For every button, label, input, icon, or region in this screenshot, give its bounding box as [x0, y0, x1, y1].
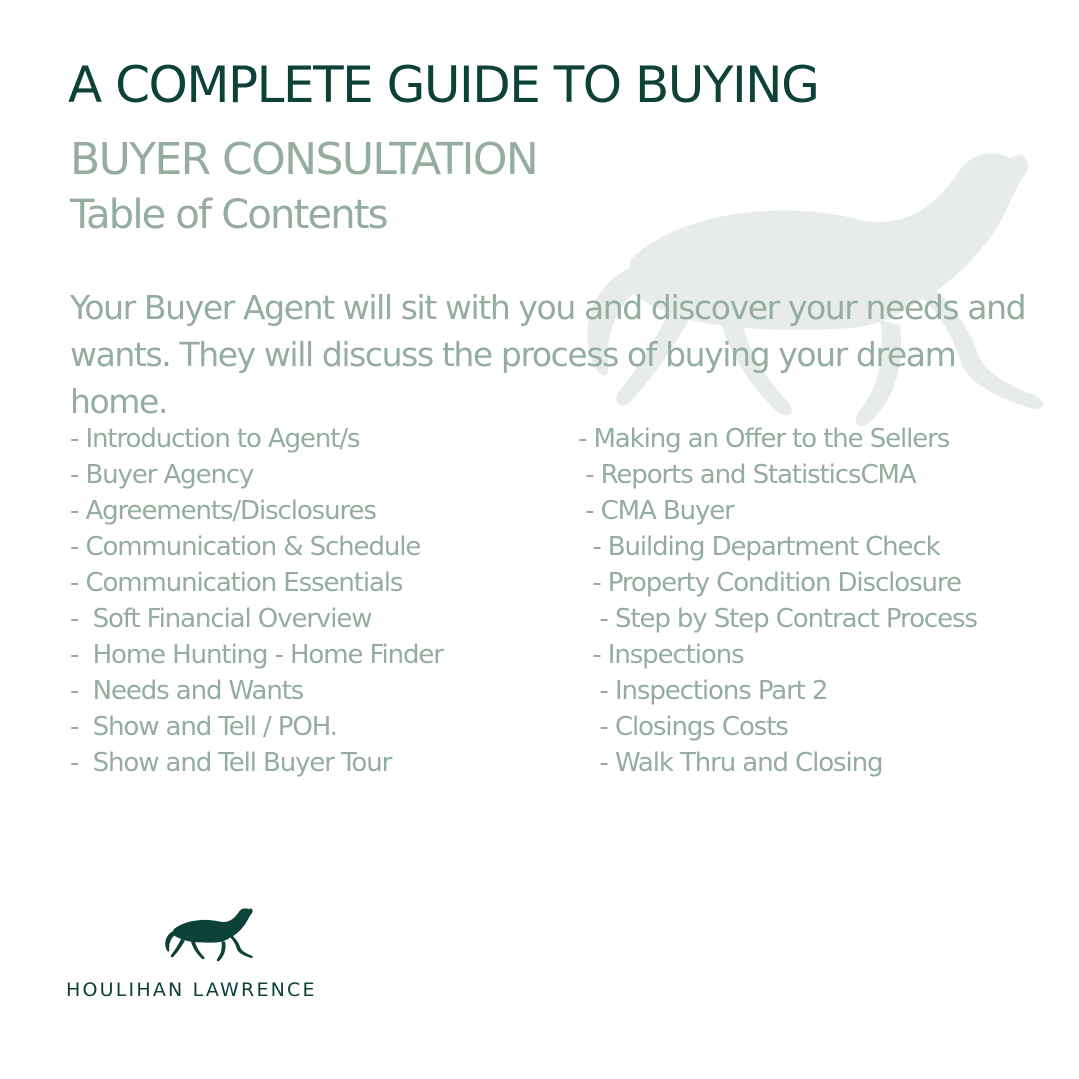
toc-item: - Show and Tell / POH.	[70, 712, 337, 742]
toc-item: - Introduction to Agent/s	[70, 424, 360, 454]
toc-item: - Walk Thru and Closing	[578, 748, 883, 778]
toc-item: - CMA Buyer	[578, 496, 734, 526]
toc-item: - Closings Costs	[578, 712, 788, 742]
toc-item: - Inspections Part 2	[578, 676, 828, 706]
toc-item: - Communication Essentials	[70, 568, 403, 598]
brand-name: HOULIHAN LAWRENCE	[66, 979, 317, 1001]
toc-item: - Needs and Wants	[70, 676, 304, 706]
toc-item: - Communication & Schedule	[70, 532, 421, 562]
toc-list-right	[578, 421, 977, 781]
toc-list-left	[70, 421, 443, 781]
toc-item: - Home Hunting - Home Finder	[70, 640, 443, 670]
toc-item: - Making an Offer to the Sellers	[578, 424, 950, 454]
toc-item: - Show and Tell Buyer Tour	[70, 748, 392, 778]
toc-item: - Buyer Agency	[70, 460, 254, 490]
toc-item: - Property Condition Disclosure	[578, 568, 961, 598]
page-subtitle: BUYER CONSULTATION	[70, 134, 538, 185]
toc-item: - Agreements/Disclosures	[70, 496, 376, 526]
toc-item: - Step by Step Contract Process	[578, 604, 977, 634]
page-title: A COMPLETE GUIDE TO BUYING	[68, 56, 819, 114]
toc-item: - Soft Financial Overview	[70, 604, 372, 634]
intro-paragraph: Your Buyer Agent will sit with you and discover your needs and wants. They will discuss the process of buying your dream home.	[70, 288, 1026, 421]
toc-item: - Inspections	[578, 640, 744, 670]
brand-logo	[66, 905, 356, 1005]
toc-item: - Reports and StatisticsCMA	[578, 460, 916, 490]
horse-icon	[160, 905, 256, 971]
toc-heading: Table of Contents	[70, 192, 387, 238]
toc-item: - Building Department Check	[578, 532, 940, 562]
